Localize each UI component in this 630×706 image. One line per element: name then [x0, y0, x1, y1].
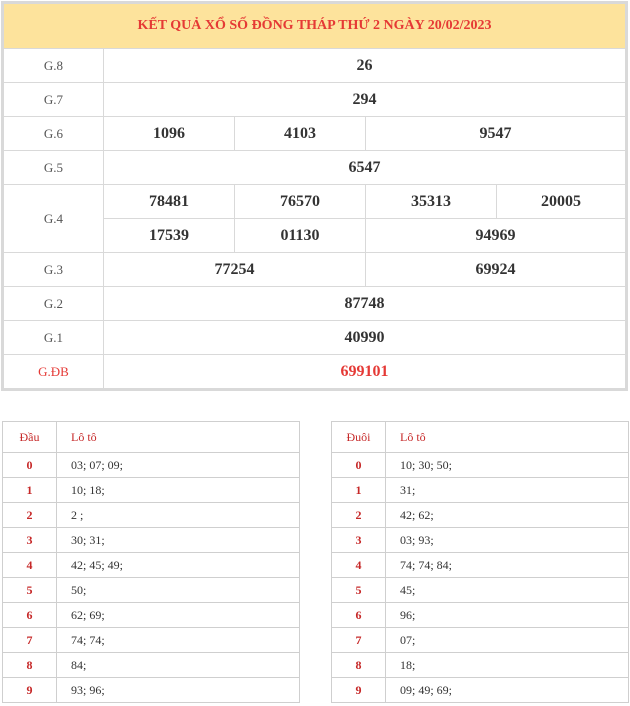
table-row — [3, 528, 299, 553]
table-row — [3, 628, 299, 653]
prize-value-g4-3: 35313 — [366, 185, 497, 219]
dau-key: 6 — [3, 603, 57, 628]
dau-key: 3 — [3, 528, 57, 553]
table-row — [3, 653, 299, 678]
duoi-key: 8 — [332, 653, 386, 678]
prize-label-g5: G.5 — [4, 151, 104, 185]
duoi-value: 42; 62; — [386, 503, 629, 528]
prize-value-g4-4: 20005 — [497, 185, 626, 219]
prize-label-g4: G.4 — [4, 185, 104, 253]
page-title: KẾT QUẢ XỔ SỐ ĐỒNG THÁP THỨ 2 NGÀY 20/02/2023 — [4, 4, 626, 49]
prize-value-g2: 87748 — [104, 287, 626, 321]
dau-value: 10; 18; — [57, 478, 300, 503]
dau-key: 4 — [3, 553, 57, 578]
prize-value-g6-1: 1096 — [104, 117, 235, 151]
table-row — [3, 503, 299, 528]
table-row — [332, 478, 628, 503]
dau-key: 9 — [3, 678, 57, 703]
prize-label-g6: G.6 — [4, 117, 104, 151]
prize-value-g3-2: 69924 — [366, 253, 626, 287]
duoi-value: 31; — [386, 478, 629, 503]
prize-label-g3: G.3 — [4, 253, 104, 287]
table-row — [332, 503, 628, 528]
table-row — [3, 453, 299, 478]
duoi-value: 10; 30; 50; — [386, 453, 629, 478]
dau-value: 2 ; — [57, 503, 300, 528]
dau-header-value: Lô tô — [57, 422, 300, 453]
duoi-key: 2 — [332, 503, 386, 528]
prize-value-g4-7: 94969 — [366, 219, 626, 253]
table-row — [332, 578, 628, 603]
duoi-value: 45; — [386, 578, 629, 603]
prize-value-g4-6: 01130 — [235, 219, 366, 253]
dau-key: 8 — [3, 653, 57, 678]
prize-label-g7: G.7 — [4, 83, 104, 117]
prize-value-g6-2: 4103 — [235, 117, 366, 151]
dau-value: 42; 45; 49; — [57, 553, 300, 578]
dau-key: 7 — [3, 628, 57, 653]
table-row — [332, 553, 628, 578]
dau-key: 0 — [3, 453, 57, 478]
duoi-value: 74; 74; 84; — [386, 553, 629, 578]
table-row — [332, 528, 628, 553]
table-row — [332, 628, 628, 653]
duoi-value: 09; 49; 69; — [400, 682, 453, 697]
prize-value-g4-1: 78481 — [104, 185, 235, 219]
loto-duoi-table — [331, 421, 629, 703]
table-row — [332, 678, 628, 703]
table-row — [3, 553, 299, 578]
dau-value: 84; — [57, 653, 300, 678]
dau-header-key: Đầu — [3, 422, 57, 453]
table-row — [3, 578, 299, 603]
dau-value: 50; — [57, 578, 300, 603]
dau-value: 30; 31; — [57, 528, 300, 553]
prize-value-g4-5: 17539 — [104, 219, 235, 253]
table-row — [332, 653, 628, 678]
dau-value: 74; 74; — [57, 628, 300, 653]
duoi-key: 9 — [332, 678, 386, 703]
dau-value: 93; 96; — [71, 682, 105, 697]
prize-value-gdb: 699101 — [104, 355, 626, 389]
prize-value-g3-1: 77254 — [104, 253, 366, 287]
duoi-key: 3 — [332, 528, 386, 553]
table-row — [3, 478, 299, 503]
dau-key: 2 — [3, 503, 57, 528]
duoi-key: 1 — [332, 478, 386, 503]
duoi-header-key: Đuôi — [332, 422, 386, 453]
table-row — [332, 453, 628, 478]
results-table — [1, 1, 628, 391]
prize-value-g8: 26 — [104, 49, 626, 83]
duoi-key: 4 — [332, 553, 386, 578]
duoi-value: 96; — [386, 603, 629, 628]
prize-label-g1: G.1 — [4, 321, 104, 355]
prize-value-g6-3: 9547 — [366, 117, 626, 151]
dau-key: 5 — [3, 578, 57, 603]
dau-key: 1 — [3, 478, 57, 503]
prize-value-g4-2: 76570 — [235, 185, 366, 219]
dau-value: 03; 07; 09; — [57, 453, 300, 478]
duoi-value: 07; — [386, 628, 629, 653]
table-row — [3, 678, 299, 703]
duoi-key: 5 — [332, 578, 386, 603]
prize-value-g1: 40990 — [104, 321, 626, 355]
prize-value-g5: 6547 — [104, 151, 626, 185]
table-row — [332, 603, 628, 628]
duoi-key: 0 — [332, 453, 386, 478]
prize-label-gdb: G.ĐB — [4, 355, 104, 389]
prize-label-g2: G.2 — [4, 287, 104, 321]
loto-dau-table — [2, 421, 300, 703]
prize-label-g8: G.8 — [4, 49, 104, 83]
table-row — [3, 603, 299, 628]
dau-value: 62; 69; — [57, 603, 300, 628]
duoi-header-value: Lô tô — [386, 422, 629, 453]
prize-value-g7: 294 — [104, 83, 626, 117]
duoi-value: 03; 93; — [386, 528, 629, 553]
duoi-key: 7 — [332, 628, 386, 653]
duoi-value: 18; — [386, 653, 629, 678]
duoi-key: 6 — [332, 603, 386, 628]
